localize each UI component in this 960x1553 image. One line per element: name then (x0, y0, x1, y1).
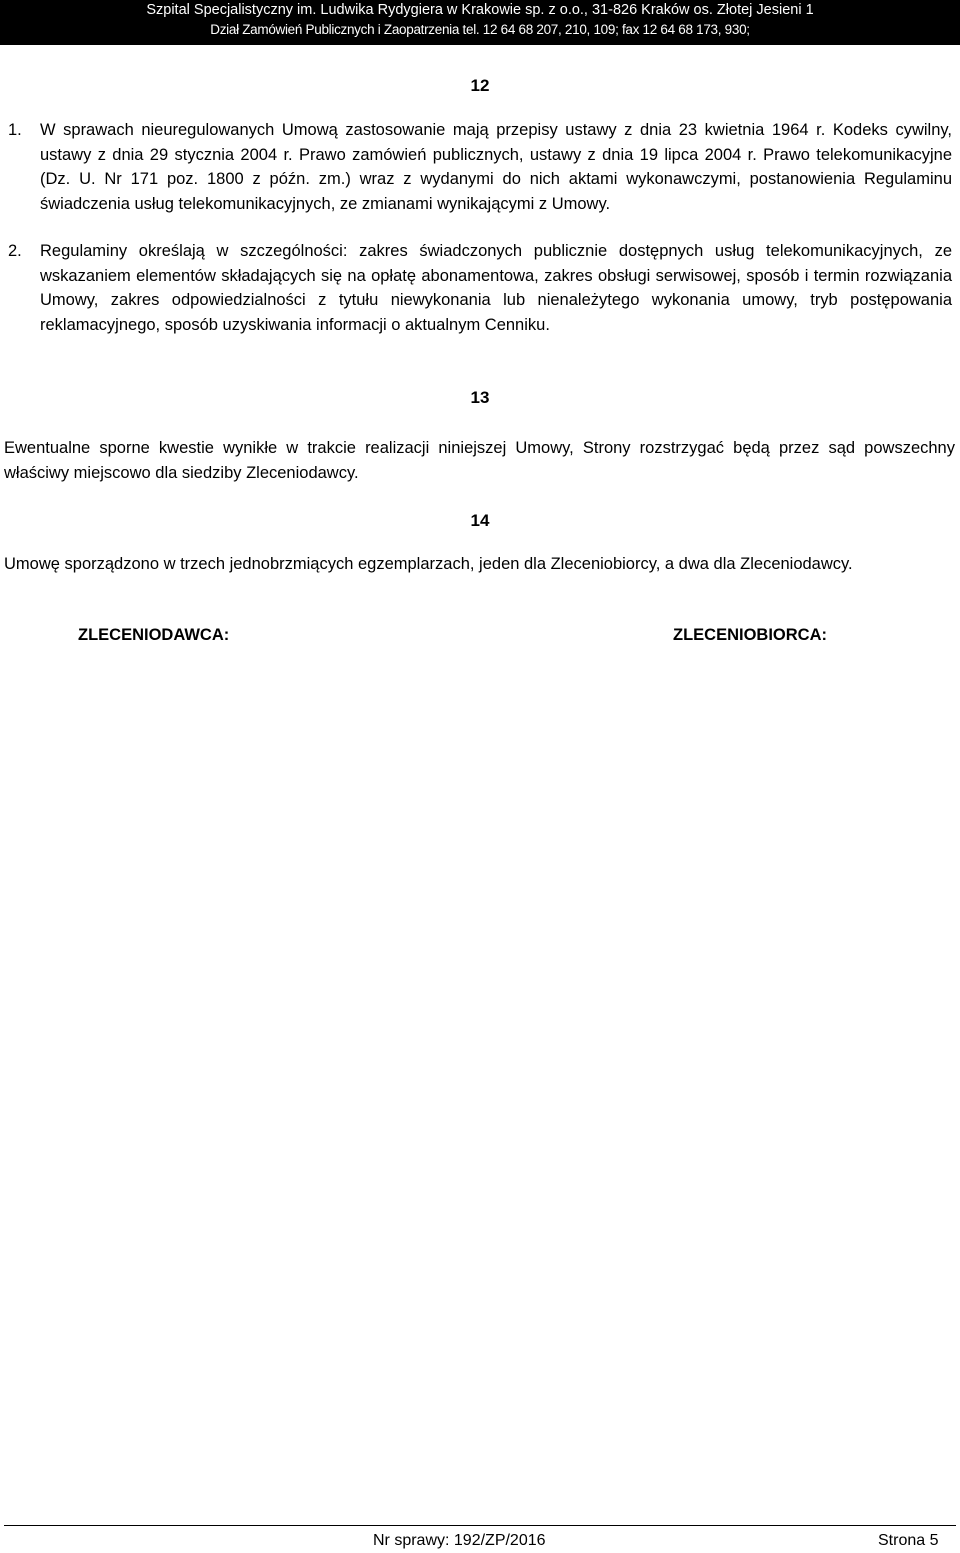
signature-label-contracting-party: ZLECENIODAWCA: (78, 626, 230, 644)
header-department-line: Dział Zamówień Publicznych i Zaopatrzenia tel. 12 64 68 207, 210, 109; fax 12 64 68 173, 930; (210, 22, 750, 37)
footer-page-number: Strona 5 (878, 1532, 939, 1549)
header-hospital-line: Szpital Specjalistyczny im. Ludwika Rydygiera w Krakowie sp. z o.o., 31-826 Kraków os. Złotej Jesieni 1 (146, 2, 814, 18)
section-12-item-2 (8, 239, 952, 337)
signature-label-contractor: ZLECENIOBIORCA: (673, 626, 827, 644)
page-header (0, 0, 960, 45)
footer-divider (4, 1525, 956, 1526)
section-13-text: Ewentualne sporne kwestie wynikłe w trakcie realizacji niniejszej Umowy, Strony rozstrzygać będą przez sąd powszechny właściwy miejscowo dla siedziby Zleceniodawcy. (4, 439, 955, 482)
section-title-12: 12 (470, 76, 490, 95)
section-title-14: 14 (470, 511, 490, 530)
section-14-text: Umowę sporządzono w trzech jednobrzmiących egzemplarzach, jeden dla Zleceniobiorcy, a dwa dla Zleceniodawcy. (4, 555, 853, 573)
list-number: 2. (8, 242, 22, 260)
section-title-13: 13 (470, 388, 490, 407)
footer-case-number: Nr sprawy: 192/ZP/2016 (373, 1532, 546, 1549)
list-text: Regulaminy określają w szczególności: zakres świadczonych publicznie dostępnych usług telekomunikacyjnych, ze wskazaniem elementów składających się na opłatę abonamentowa, zakres obsługi serwisowej, sposób i termin rozwiązania Umowy, zakres odpowiedzialności z tytułu niewykonania lub nienależytego wykonania umowy, tryb postępowania reklamacyjnego, sposób uzyskiwania informacji o aktualnym Cenniku. (40, 242, 952, 334)
section-12-item-1 (8, 118, 952, 216)
list-number: 1. (8, 121, 22, 139)
list-text: W sprawach nieuregulowanych Umową zastosowanie mają przepisy ustawy z dnia 23 kwietnia 1964 r. Kodeks cywilny, ustawy z dnia 29 stycznia 2004 r. Prawo zamówień publicznych, ustawy z dnia 19 lipca 2004 r. Prawo telekomunikacyjne (Dz. U. Nr 171 poz. 1800 z późn. zm.) wraz z wydanymi do nich aktami wykonawczymi, postanowienia Regulaminu świadczenia usług telekomunikacyjnych, ze zmianami wynikającymi z Umowy. (40, 121, 952, 213)
